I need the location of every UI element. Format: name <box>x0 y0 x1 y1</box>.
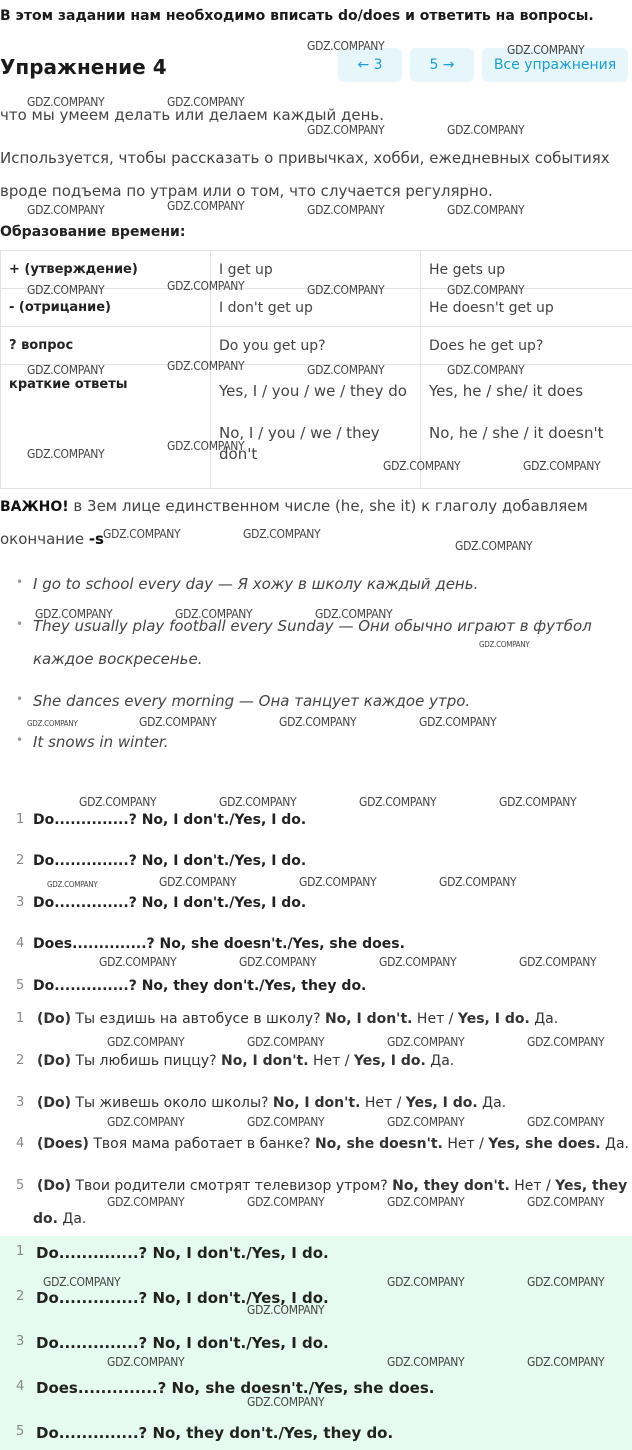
question-text: Do..............? No, they don't./Yes, they do. <box>33 978 367 994</box>
question-number: 1 <box>16 812 25 827</box>
important-text: окончание <box>0 530 89 548</box>
bullet-icon: • <box>16 575 24 589</box>
watermark-text: GDZ.COMPANY <box>387 1275 465 1289</box>
watermark-text: GDZ.COMPANY <box>27 283 105 297</box>
example-text: They usually play football every Sunday — Они обычно играют в футбол <box>33 617 592 635</box>
watermark-text: GDZ.COMPANY <box>167 359 245 373</box>
watermark-text: GDZ.COMPANY <box>247 1195 325 1209</box>
watermark-text: GDZ.COMPANY <box>99 955 177 969</box>
answer-question: Ты ездишь на автобусе в школу? <box>71 1011 325 1027</box>
watermark-text: GDZ.COMPANY <box>419 715 497 729</box>
watermark-text: GDZ.COMPANY <box>387 1355 465 1369</box>
answer-no-translation: Нет / <box>412 1011 458 1027</box>
example-text: It snows in winter. <box>33 733 169 751</box>
watermark-text: GDZ.COMPANY <box>175 607 253 621</box>
row-label: - (отрицание) <box>1 289 211 327</box>
watermark-text: GDZ.COMPANY <box>107 1195 185 1209</box>
table-cell: He doesn't get up <box>421 289 632 327</box>
watermark-text: GDZ.COMPANY <box>299 875 377 889</box>
answer-number: 3 <box>16 1095 25 1110</box>
watermark-text: GDZ.COMPANY <box>307 283 385 297</box>
watermark-text: GDZ.COMPANY <box>139 715 217 729</box>
watermark-text: GDZ.COMPANY <box>447 363 525 377</box>
question-text: Do..............? No, I don't./Yes, I do. <box>36 1289 329 1307</box>
question-number: 5 <box>16 978 25 993</box>
answer-no-translation: Нет / <box>442 1136 489 1152</box>
formation-heading: Образование времени: <box>0 224 186 240</box>
watermark-text: GDZ.COMPANY <box>79 795 157 809</box>
question-number: 4 <box>16 1379 25 1394</box>
question-text: Do..............? No, I don't./Yes, I do. <box>36 1334 329 1352</box>
watermark-text: GDZ.COMPANY <box>27 719 78 728</box>
watermark-text: GDZ.COMPANY <box>27 203 105 217</box>
answer-yes-translation: Да. <box>529 1011 559 1027</box>
answer-number: 5 <box>16 1178 25 1193</box>
watermark-text: GDZ.COMPANY <box>219 795 297 809</box>
question-text: Do..............? No, I don't./Yes, I do. <box>33 853 307 869</box>
answer-aux: (Do) <box>37 1053 72 1069</box>
answer-number: 2 <box>16 1053 25 1068</box>
answer-yes-translation: Да. <box>57 1211 87 1227</box>
next-exercise-button[interactable]: 5 → <box>410 48 474 82</box>
answer-yes-translation: Да. <box>477 1095 507 1111</box>
question-text: Do..............? No, I don't./Yes, I do. <box>36 1244 329 1262</box>
watermark-text: GDZ.COMPANY <box>379 955 457 969</box>
watermark-text: GDZ.COMPANY <box>247 1035 325 1049</box>
question-text: Does..............? No, she doesn't./Yes, she does. <box>36 1379 435 1397</box>
important-note-line-1 <box>0 497 588 515</box>
watermark-text: GDZ.COMPANY <box>159 875 237 889</box>
question-text: Do..............? No, I don't./Yes, I do. <box>33 895 307 911</box>
answer-yes: Yes, I do. <box>457 1011 530 1027</box>
watermark-text: GDZ.COMPANY <box>499 795 577 809</box>
watermark-text: GDZ.COMPANY <box>107 1035 185 1049</box>
question-number: 2 <box>16 853 25 868</box>
table-cell: He gets up <box>421 251 632 289</box>
question-number: 1 <box>16 1244 25 1259</box>
watermark-text: GDZ.COMPANY <box>359 795 437 809</box>
watermark-text: GDZ.COMPANY <box>167 95 245 109</box>
question-number: 5 <box>16 1424 25 1439</box>
watermark-text: GDZ.COMPANY <box>527 1275 605 1289</box>
watermark-text: GDZ.COMPANY <box>455 539 533 553</box>
row-label: краткие ответы <box>1 365 211 489</box>
answer-number: 1 <box>16 1011 25 1026</box>
answer-no: No, they don't. <box>392 1178 510 1194</box>
table-cell: I don't get up <box>211 289 421 327</box>
watermark-text: GDZ.COMPANY <box>307 203 385 217</box>
answer-question: Ты любишь пиццу? <box>71 1053 222 1069</box>
bullet-icon: • <box>16 733 24 747</box>
watermark-text: GDZ.COMPANY <box>167 199 245 213</box>
answer-yes: Yes, I do. <box>353 1053 426 1069</box>
watermark-text: GDZ.COMPANY <box>167 279 245 293</box>
watermark-text: GDZ.COMPANY <box>387 1035 465 1049</box>
question-number: 4 <box>16 936 25 951</box>
important-suffix: -s <box>88 530 104 548</box>
row-label: + (утверждение) <box>1 251 211 289</box>
solution-block <box>0 1236 632 1450</box>
short-answer-no: No, he / she / it doesn't <box>429 424 604 442</box>
watermark-text: GDZ.COMPANY <box>35 607 113 621</box>
answer-no: No, I don't. <box>324 1011 413 1027</box>
watermark-text: GDZ.COMPANY <box>47 880 98 889</box>
short-answer-no: No, I / you / we / they don't <box>219 424 380 463</box>
table-cell: Do you get up? <box>211 327 421 365</box>
watermark-text: GDZ.COMPANY <box>439 875 517 889</box>
answer-question: Твои родители смотрят телевизор утром? <box>71 1178 393 1194</box>
answer-row-continuation <box>33 1211 86 1227</box>
answer-yes: Yes, they <box>555 1178 628 1194</box>
table-row <box>1 327 632 365</box>
question-text: Does..............? No, she doesn't./Yes, she does. <box>33 936 405 952</box>
watermark-text: GDZ.COMPANY <box>383 459 461 473</box>
examples-list <box>0 575 592 763</box>
answer-aux: (Do) <box>37 1178 72 1194</box>
answer-yes: Yes, I do. <box>405 1095 478 1111</box>
answer-no: No, she doesn't. <box>314 1136 443 1152</box>
all-exercises-button[interactable]: Все упражнения <box>482 48 628 82</box>
watermark-text: GDZ.COMPANY <box>519 955 597 969</box>
short-answer-yes: Yes, he / she/ it does <box>429 382 584 400</box>
watermark-text: GDZ.COMPANY <box>107 1355 185 1369</box>
watermark-text: GDZ.COMPANY <box>527 1115 605 1129</box>
theory-paragraph-3: вроде подъема по утрам или о том, что случается регулярно. <box>0 182 493 200</box>
table-cell: Does he get up? <box>421 327 632 365</box>
answer-question: Ты живешь около школы? <box>71 1095 273 1111</box>
answer-number: 4 <box>16 1136 25 1151</box>
watermark-text: GDZ.COMPANY <box>103 527 181 541</box>
watermark-text: GDZ.COMPANY <box>247 1303 325 1317</box>
question-text: Do..............? No, I don't./Yes, I do. <box>33 812 307 828</box>
watermark-text: GDZ.COMPANY <box>315 607 393 621</box>
short-answer-yes: Yes, I / you / we / they do <box>219 382 407 400</box>
watermark-text: GDZ.COMPANY <box>307 363 385 377</box>
question-number: 3 <box>16 1334 25 1349</box>
watermark-text: GDZ.COMPANY <box>27 363 105 377</box>
answer-no: No, I don't. <box>272 1095 361 1111</box>
question-number: 2 <box>16 1289 25 1304</box>
question-number: 3 <box>16 895 25 910</box>
watermark-text: GDZ.COMPANY <box>239 955 317 969</box>
watermark-text: GDZ.COMPANY <box>479 640 530 649</box>
example-text: каждое воскресенье. <box>33 650 203 668</box>
page-title: Упражнение 4 <box>0 55 167 79</box>
watermark-text: GDZ.COMPANY <box>279 715 357 729</box>
important-label: ВАЖНО! <box>0 499 69 515</box>
important-text: в 3ем лице единственном числе (he, she it) к глаголу добавляем <box>68 497 588 515</box>
answer-aux: (Do) <box>37 1011 72 1027</box>
bullet-icon: • <box>16 617 24 631</box>
answer-yes: do. <box>33 1211 58 1227</box>
answer-no-translation: Нет / <box>509 1178 556 1194</box>
table-cell: I get up <box>211 251 421 289</box>
watermark-text: GDZ.COMPANY <box>27 447 105 461</box>
watermark-text: GDZ.COMPANY <box>307 39 385 53</box>
watermark-text: GDZ.COMPANY <box>247 1395 325 1409</box>
example-text: I go to school every day — Я хожу в школу каждый день. <box>33 575 479 593</box>
watermark-text: GDZ.COMPANY <box>447 123 525 137</box>
watermark-text: GDZ.COMPANY <box>523 459 601 473</box>
answer-no-translation: Нет / <box>308 1053 354 1069</box>
answer-yes-translation: Да. <box>425 1053 455 1069</box>
watermark-text: GDZ.COMPANY <box>167 439 245 453</box>
answer-no: No, I don't. <box>221 1053 309 1069</box>
answer-aux: (Do) <box>37 1095 72 1111</box>
example-text: She dances every morning — Она танцует каждое утро. <box>33 692 471 710</box>
bullet-icon: • <box>16 692 24 706</box>
watermark-text: GDZ.COMPANY <box>527 1035 605 1049</box>
row-label: ? вопрос <box>1 327 211 365</box>
watermark-text: GDZ.COMPANY <box>527 1195 605 1209</box>
watermark-text: GDZ.COMPANY <box>387 1115 465 1129</box>
watermark-text: GDZ.COMPANY <box>43 1275 121 1289</box>
answer-no-translation: Нет / <box>360 1095 406 1111</box>
prev-exercise-button[interactable]: ← 3 <box>338 48 402 82</box>
answer-yes: Yes, she does. <box>488 1136 601 1152</box>
question-text: Do..............? No, they don't./Yes, they do. <box>36 1424 394 1442</box>
watermark-text: GDZ.COMPANY <box>527 1355 605 1369</box>
watermark-text: GDZ.COMPANY <box>387 1195 465 1209</box>
answer-question: Твоя мама работает в банке? <box>88 1136 315 1152</box>
theory-paragraph-1: что мы умеем делать или делаем каждый день. <box>0 106 384 124</box>
watermark-text: GDZ.COMPANY <box>507 43 585 57</box>
watermark-text: GDZ.COMPANY <box>447 203 525 217</box>
list-item <box>0 733 592 763</box>
theory-paragraph-2: Используется, чтобы рассказать о привычках, хобби, ежедневных событиях <box>0 149 610 167</box>
important-note-line-2 <box>0 530 104 548</box>
watermark-text: GDZ.COMPANY <box>247 1115 325 1129</box>
intro-text: В этом задании нам необходимо вписать do/does и ответить на вопросы. <box>0 8 594 24</box>
answer-yes-translation: Да. <box>600 1136 629 1152</box>
watermark-text: GDZ.COMPANY <box>307 123 385 137</box>
watermark-text: GDZ.COMPANY <box>447 283 525 297</box>
watermark-text: GDZ.COMPANY <box>107 1115 185 1129</box>
answer-aux: (Does) <box>37 1136 89 1152</box>
list-item <box>0 650 592 692</box>
watermark-text: GDZ.COMPANY <box>243 527 321 541</box>
watermark-text: GDZ.COMPANY <box>27 95 105 109</box>
